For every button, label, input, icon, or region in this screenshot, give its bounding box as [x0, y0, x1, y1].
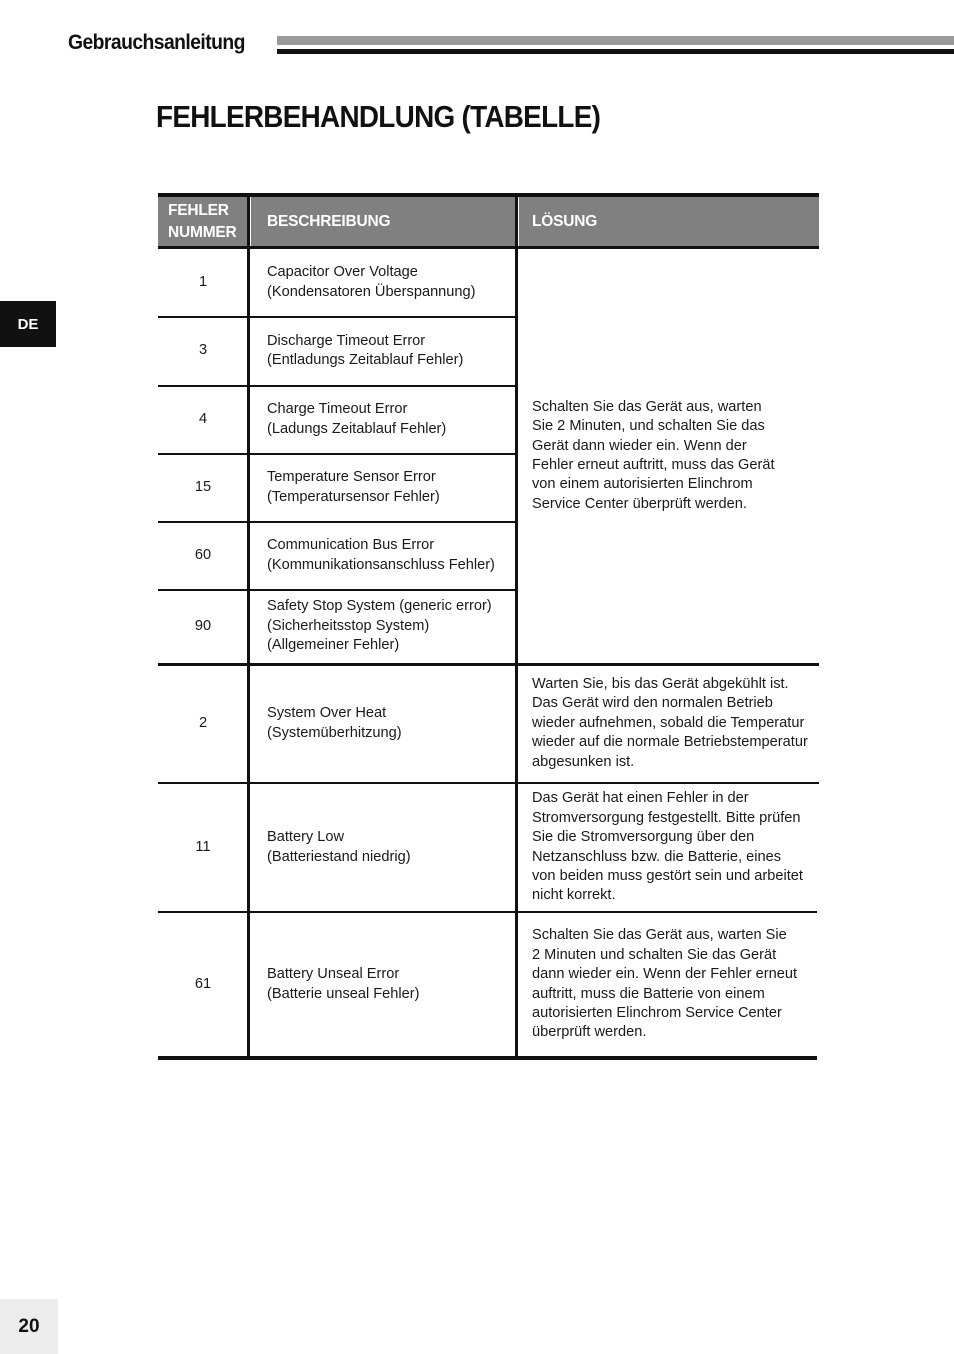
column-header-solution: LÖSUNG: [519, 197, 819, 247]
error-number: 2: [198, 714, 208, 731]
header-rule-gray: [277, 36, 954, 45]
error-description: System Over Heat (Systemüberhitzung): [267, 705, 402, 741]
error-number: 90: [194, 617, 212, 634]
error-description: Discharge Timeout Error (Entladungs Zeitablauf Fehler): [267, 332, 464, 368]
error-number: 3: [198, 342, 208, 359]
error-description: Battery Unseal Error (Batterie unseal Fehler): [267, 966, 420, 1002]
column-header-description: BESCHREIBUNG: [251, 197, 516, 247]
error-description: Capacitor Over Voltage (Kondensatoren Überspannung): [267, 264, 476, 300]
error-number: 61: [194, 975, 212, 992]
error-description: Battery Low (Batteriestand niedrig): [267, 829, 411, 865]
error-description: Communication Bus Error (Kommunikationsanschluss Fehler): [267, 537, 495, 573]
column-header-number: FEHLER NUMMER: [158, 197, 248, 247]
header-rule-black: [277, 49, 954, 54]
error-number: 15: [194, 478, 212, 495]
error-description: Temperature Sensor Error (Temperatursensor Fehler): [267, 469, 440, 505]
page-heading: FEHLERBEHANDLUNG (TABELLE): [156, 99, 601, 134]
solution-text: Das Gerät hat einen Fehler in der Stromversorgung festgestellt. Bitte prüfen Sie die Stromversorgung über den Netzanschluss bzw. die Batterie, eines von beiden muss gestört sein und arbeitet nicht korrekt.: [532, 790, 803, 904]
error-description: Safety Stop System (generic error) (Sicherheitsstop System) (Allgemeiner Fehler): [267, 598, 492, 654]
error-number: 4: [198, 410, 208, 427]
column-divider: [515, 193, 518, 1059]
error-number: 60: [194, 546, 212, 563]
language-tab: DE: [0, 301, 56, 347]
error-description: Charge Timeout Error (Ladungs Zeitablauf Fehler): [267, 401, 447, 437]
manual-title: Gebrauchsanleitung: [68, 31, 245, 54]
page-number: 20: [0, 1299, 58, 1354]
error-number: 11: [195, 838, 211, 855]
solution-text: Schalten Sie das Gerät aus, warten Sie 2 Minuten, und schalten Sie das Gerät dann wieder ein. Wenn der Fehler erneut auftritt, muss das Gerät von einem autorisierten Elinchrom Service Center überprüft werden.: [532, 398, 775, 512]
error-number: 1: [198, 273, 208, 290]
solution-text: Warten Sie, bis das Gerät abgekühlt ist. Das Gerät wird den normalen Betrieb wieder aufnehmen, sobald die Temperatur wieder auf die normale Betriebstemperatur abgesunken ist.: [532, 675, 808, 770]
solution-text: Schalten Sie das Gerät aus, warten Sie 2 Minuten und schalten Sie das Gerät dann wieder ein. Wenn der Fehler erneut auftritt, muss die Batterie von einem autorisierten Elinchrom Service Center überprüft werden.: [532, 927, 798, 1041]
table-bottom-rule: [158, 1056, 817, 1060]
table-top-rule: [158, 193, 819, 197]
